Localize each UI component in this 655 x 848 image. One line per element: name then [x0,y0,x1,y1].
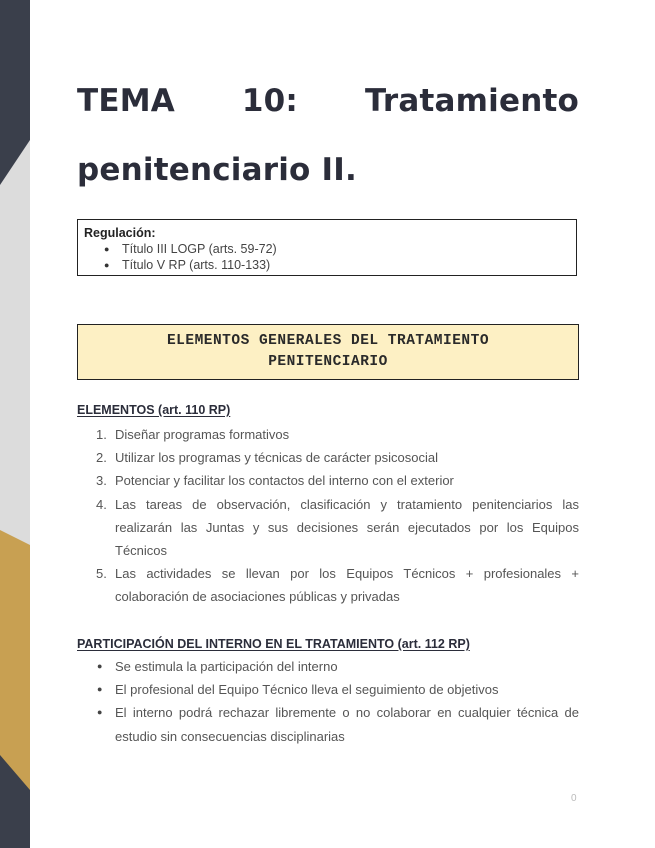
title-word-1: TEMA [77,83,175,119]
page-number: 0 [571,793,577,804]
list-item [77,423,579,446]
item-text: Diseñar programas formativos [115,427,290,442]
item-text: Potenciar y facilitar los contactos del interno con el exterior [115,473,454,489]
bullet-icon: ● [97,707,103,718]
list-item [77,655,579,678]
item-text: El interno podrá rechazar libremente o no colaborar en cualquier técnica de estudio sin consecuencias disciplinarias [115,705,579,744]
list-item [77,562,579,608]
regulation-label: Regulación: [84,226,156,240]
regulation-item: ● Título III LOGP (arts. 59-72) [104,241,570,257]
elementos-heading: ELEMENTOS (art. 110 RP) [77,403,231,417]
title-word-3: Tratamiento [364,83,579,119]
item-text: Se estimula la participación del interno [115,659,338,674]
title-word-2: 10: [241,83,299,119]
elementos-list [77,423,579,609]
item-text: Las actividades se llevan por los Equipos Técnicos + profesionales + colaboración de asociaciones públicas y privadas [115,566,579,605]
decorative-sidebar [0,0,30,848]
item-number: 1. [96,427,107,442]
participacion-list [77,655,579,748]
item-number: 5. [96,566,107,582]
item-number: 4. [96,496,107,512]
list-item [77,678,579,701]
bullet-icon: ● [97,684,103,695]
list-item [77,469,579,492]
list-item [77,701,579,747]
item-text: Las tareas de observación, clasificación y tratamiento penitenciarios las realizarán las Juntas y sus decisiones serán ejecutados por los Equipos Técnicos [115,496,579,559]
section-title-line-2: PENITENCIARIO [268,354,388,370]
participacion-heading: PARTICIPACIÓN DEL INTERNO EN EL TRATAMIENTO (art. 112 RP) [77,637,470,651]
section-title-line-1: ELEMENTOS GENERALES DEL TRATAMIENTO [166,333,490,349]
list-item [77,493,579,563]
page-title-line-1 [77,83,579,119]
bullet-icon: ● [97,661,103,671]
page-title-line-2: penitenciario II. [77,152,357,188]
item-text: Utilizar los programas y técnicas de carácter psicosocial [115,450,438,466]
regulation-item: ● Título V RP (arts. 110-133) [104,257,570,273]
item-number: 3. [96,473,107,489]
item-text: El profesional del Equipo Técnico lleva el seguimiento de objetivos [115,682,499,698]
regulation-box [77,219,577,276]
section-title-box [77,324,579,380]
regulation-list [84,241,570,273]
item-number: 2. [96,450,107,466]
list-item [77,446,579,469]
